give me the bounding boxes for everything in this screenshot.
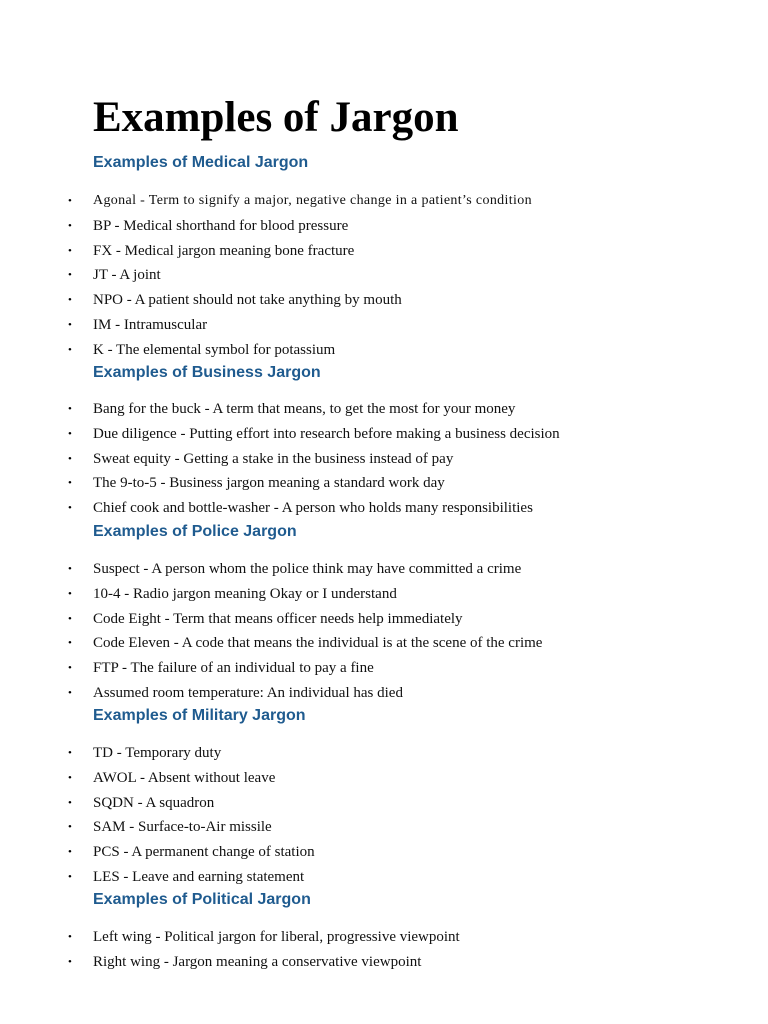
- term-list-medical: [0, 189, 768, 362]
- bullet-icon: •: [68, 771, 72, 784]
- term-text: Agonal - Term to signify a major, negative change in a patient’s condition: [93, 193, 532, 208]
- term-text: PCS - A permanent change of station: [93, 844, 315, 860]
- bullet-icon: •: [68, 796, 72, 809]
- list-item: [0, 950, 768, 975]
- bullet-icon: •: [68, 612, 72, 625]
- bullet-icon: •: [68, 686, 72, 699]
- section-heading-political: Examples of Political Jargon: [93, 891, 311, 908]
- bullet-icon: •: [68, 502, 72, 514]
- page-title: Examples of Jargon: [93, 94, 459, 141]
- list-item: [0, 656, 768, 681]
- bullet-icon: •: [68, 403, 72, 415]
- section-heading-military: Examples of Military Jargon: [93, 707, 306, 724]
- term-list-police: [0, 557, 768, 706]
- bullet-icon: •: [68, 318, 72, 331]
- list-item: [0, 681, 768, 706]
- term-text: FTP - The failure of an individual to pay a fine: [93, 660, 374, 676]
- term-text: Sweat equity - Getting a stake in the business instead of pay: [93, 450, 454, 467]
- bullet-icon: •: [68, 477, 72, 490]
- list-item: [0, 631, 768, 656]
- list-item: [0, 263, 768, 288]
- term-text: K - The elemental symbol for potassium: [93, 341, 336, 358]
- term-list-business: [0, 397, 768, 521]
- bullet-icon: •: [68, 846, 72, 858]
- bullet-icon: •: [68, 219, 72, 232]
- list-item: [0, 471, 768, 496]
- section-heading-medical: Examples of Medical Jargon: [93, 154, 309, 171]
- bullet-icon: •: [68, 427, 72, 440]
- list-item: [0, 397, 768, 422]
- list-item: [0, 557, 768, 582]
- bullet-icon: •: [68, 821, 72, 834]
- bullet-icon: •: [68, 452, 72, 465]
- term-text: Right wing - Jargon meaning a conservative viewpoint: [93, 953, 422, 970]
- bullet-icon: •: [68, 294, 72, 306]
- term-text: Suspect - A person whom the police think may have committed a crime: [93, 561, 522, 577]
- list-item: [0, 422, 768, 447]
- term-text: JT - A joint: [93, 267, 161, 284]
- list-item: [0, 582, 768, 607]
- term-text: IM - Intramuscular: [93, 316, 208, 333]
- term-text: Chief cook and bottle-washer - A person who holds many responsibilities: [93, 500, 533, 516]
- bullet-icon: •: [68, 269, 72, 282]
- term-text: Left wing - Political jargon for liberal, progressive viewpoint: [93, 929, 460, 945]
- list-item: [0, 865, 768, 890]
- term-text: TD - Temporary duty: [93, 745, 222, 761]
- list-item: [0, 925, 768, 950]
- term-text: Due diligence - Putting effort into research before making a business decision: [93, 425, 560, 442]
- list-item: [0, 338, 768, 363]
- list-item: [0, 741, 768, 766]
- bullet-icon: •: [68, 195, 72, 207]
- term-text: Code Eleven - A code that means the individual is at the scene of the crime: [93, 635, 543, 652]
- term-list-military: [0, 741, 768, 890]
- bullet-icon: •: [68, 244, 72, 257]
- list-item: [0, 840, 768, 865]
- list-item: [0, 288, 768, 313]
- bullet-icon: •: [68, 587, 72, 600]
- bullet-icon: •: [68, 343, 72, 356]
- list-item: [0, 313, 768, 338]
- list-item: [0, 496, 768, 521]
- bullet-icon: •: [68, 662, 72, 674]
- bullet-icon: •: [68, 637, 72, 650]
- list-item: [0, 791, 768, 816]
- term-text: The 9-to-5 - Business jargon meaning a standard work day: [93, 475, 445, 492]
- bullet-icon: •: [68, 955, 72, 968]
- list-item: [0, 815, 768, 840]
- term-text: BP - Medical shorthand for blood pressure: [93, 217, 349, 234]
- term-list-political: [0, 925, 768, 975]
- list-item: [0, 214, 768, 239]
- term-text: Bang for the buck - A term that means, to get the most for your money: [93, 401, 516, 417]
- bullet-icon: •: [68, 931, 72, 943]
- term-text: Code Eight - Term that means officer needs help immediately: [93, 610, 463, 627]
- list-item: [0, 239, 768, 264]
- term-text: FX - Medical jargon meaning bone fracture: [93, 242, 355, 259]
- list-item: [0, 607, 768, 632]
- section-heading-business: Examples of Business Jargon: [93, 364, 321, 381]
- bullet-icon: •: [68, 563, 72, 575]
- term-text: AWOL - Absent without leave: [93, 769, 276, 786]
- term-text: LES - Leave and earning statement: [93, 868, 305, 885]
- section-heading-police: Examples of Police Jargon: [93, 523, 297, 540]
- term-text: NPO - A patient should not take anything by mouth: [93, 292, 402, 308]
- term-text: SAM - Surface-to-Air missile: [93, 819, 272, 836]
- term-text: Assumed room temperature: An individual has died: [93, 684, 403, 701]
- term-text: SQDN - A squadron: [93, 794, 215, 811]
- bullet-icon: •: [68, 870, 72, 883]
- bullet-icon: •: [68, 747, 72, 759]
- list-item: [0, 766, 768, 791]
- list-item: [0, 447, 768, 472]
- list-item: [0, 189, 768, 214]
- term-text: 10-4 - Radio jargon meaning Okay or I understand: [93, 585, 397, 602]
